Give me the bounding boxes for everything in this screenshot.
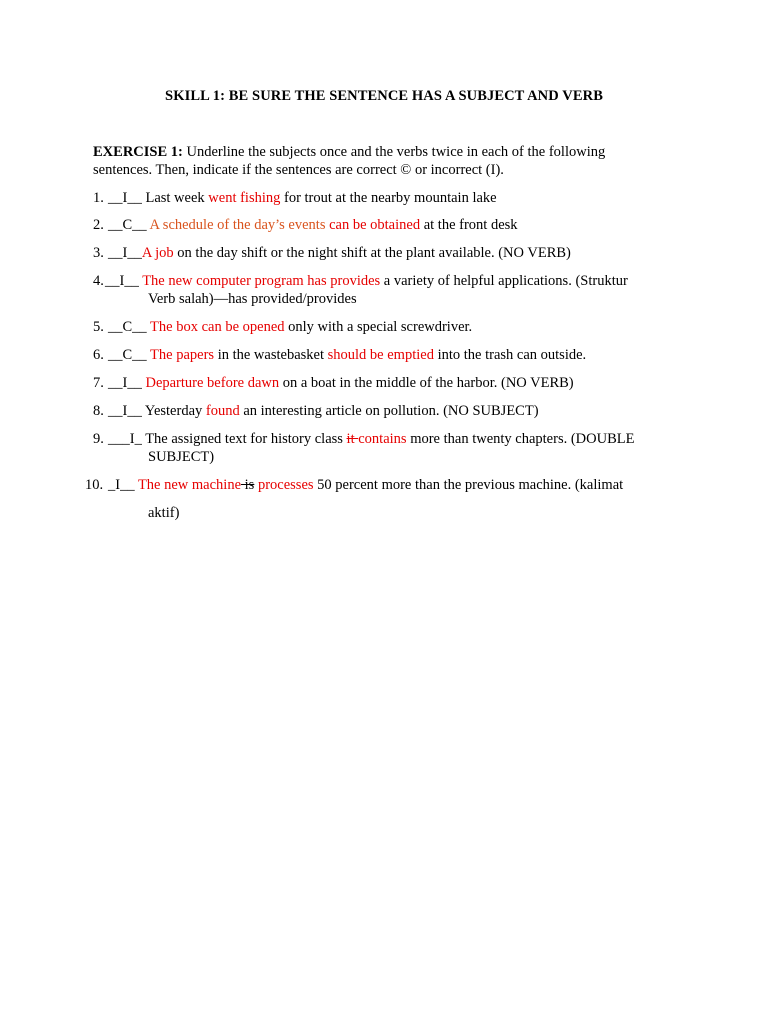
item-number: 7. bbox=[93, 375, 104, 391]
item-number: 9. bbox=[93, 431, 104, 447]
answer-mark: __C__ bbox=[108, 319, 151, 335]
verb-highlight: went fishing bbox=[208, 190, 281, 206]
item-sentence bbox=[108, 374, 574, 392]
item-sentence bbox=[105, 272, 628, 290]
answer-mark: __I__ bbox=[108, 245, 142, 261]
subject-highlight: The new machine bbox=[137, 477, 242, 493]
sentence-text: only with a special screwdriver. bbox=[284, 319, 473, 335]
item-continuation: SUBJECT) bbox=[148, 449, 215, 465]
item-number: 8. bbox=[93, 403, 104, 419]
answer-mark: __C__ bbox=[108, 347, 151, 363]
struck-word: it bbox=[346, 431, 359, 447]
verb-highlight: contains bbox=[358, 431, 407, 447]
answer-mark: __I__ bbox=[108, 375, 146, 391]
exercise-instructions bbox=[93, 143, 663, 179]
sentence-text: Last week bbox=[145, 190, 209, 206]
subject-verb-highlight: The new computer program has provides bbox=[142, 273, 381, 289]
item-number: 2. bbox=[93, 217, 104, 233]
page-title: SKILL 1: BE SURE THE SENTENCE HAS A SUBJECT AND VERB bbox=[165, 88, 603, 104]
verb-highlight: can be obtained bbox=[325, 217, 421, 233]
item-sentence bbox=[108, 318, 472, 336]
item-continuation: Verb salah)—has provided/provides bbox=[148, 291, 357, 307]
answer-mark: __I__ bbox=[108, 403, 145, 419]
verb-highlight: found bbox=[205, 403, 240, 419]
sentence-text: for trout at the nearby mountain lake bbox=[280, 190, 497, 206]
sentence-text: 50 percent more than the previous machine. (kalimat bbox=[313, 477, 624, 493]
subject-highlight: A schedule of the day’s events bbox=[149, 217, 326, 233]
subject-highlight: Departure before dawn bbox=[145, 375, 280, 391]
answer-mark: __I__ bbox=[105, 273, 143, 289]
sentence-text: more than twenty chapters. (DOUBLE bbox=[406, 431, 635, 447]
subject-verb-highlight: The box can be opened bbox=[150, 319, 285, 335]
item-sentence bbox=[108, 430, 634, 448]
item-sentence bbox=[108, 346, 586, 364]
sentence-text: on a boat in the middle of the harbor. (NO VERB) bbox=[279, 375, 574, 391]
answer-mark: ___I_ bbox=[108, 431, 146, 447]
item-sentence bbox=[108, 189, 497, 207]
verb-highlight: should be emptied bbox=[327, 347, 434, 363]
answer-mark: __I__ bbox=[108, 190, 146, 206]
sentence-text: at the front desk bbox=[420, 217, 518, 233]
subject-highlight: The papers bbox=[150, 347, 215, 363]
exercise-instruction-text: Underline the subjects once and the verbs twice in each of the following sentences. Then, indicate if the sentences are correct © or incorrect (I). bbox=[93, 144, 606, 178]
sentence-text: in the wastebasket bbox=[214, 347, 328, 363]
item-sentence bbox=[108, 244, 571, 262]
sentence-text: an interesting article on pollution. (NO SUBJECT) bbox=[239, 403, 539, 419]
verb-highlight: processes bbox=[254, 477, 314, 493]
item-sentence bbox=[108, 402, 539, 420]
item-sentence bbox=[108, 476, 623, 494]
sentence-text: a variety of helpful applications. (Struktur bbox=[380, 273, 628, 289]
sentence-text: The assigned text for history class bbox=[145, 431, 347, 447]
item-number: 6. bbox=[93, 347, 104, 363]
exercise-label: EXERCISE 1: bbox=[93, 144, 183, 160]
sentence-text: on the day shift or the night shift at the plant available. (NO VERB) bbox=[173, 245, 571, 261]
item-number: 5. bbox=[93, 319, 104, 335]
item-sentence bbox=[108, 216, 518, 234]
item-number: 4. bbox=[93, 273, 104, 289]
item-number: 3. bbox=[93, 245, 104, 261]
answer-mark: __C__ bbox=[108, 217, 150, 233]
item-number: 1. bbox=[93, 190, 104, 206]
sentence-text: Yesterday bbox=[144, 403, 206, 419]
item-number: 10. bbox=[85, 477, 104, 493]
sentence-text: into the trash can outside. bbox=[433, 347, 587, 363]
struck-word: is bbox=[241, 477, 255, 493]
answer-mark: _I__ bbox=[108, 477, 138, 493]
subject-highlight: A job bbox=[141, 245, 174, 261]
item-continuation: aktif) bbox=[148, 505, 180, 521]
